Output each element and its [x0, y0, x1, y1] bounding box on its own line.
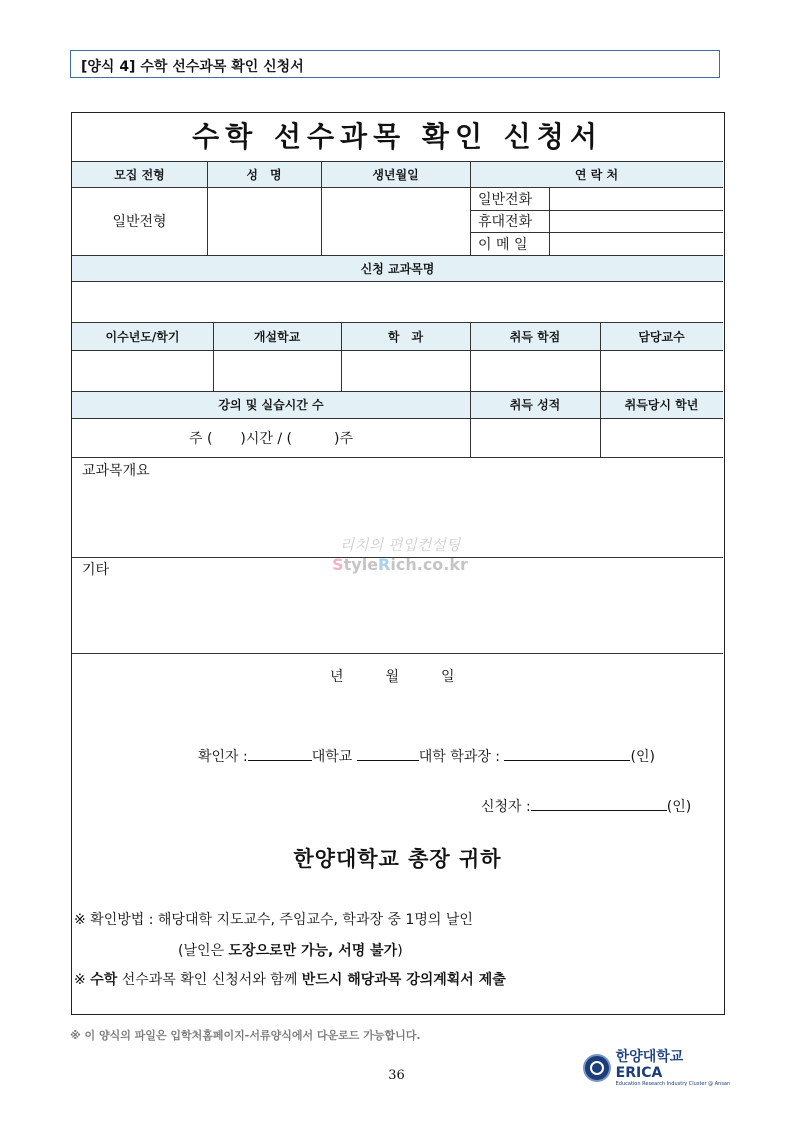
year-level-field[interactable] [600, 418, 723, 457]
confirmer-line [198, 746, 655, 766]
note-seal-prefix: (날인은 [178, 943, 229, 959]
dept-head-signature-blank[interactable] [504, 748, 630, 761]
applicant-label: 신청자 : [481, 799, 531, 815]
note-seal-suffix: ) [397, 943, 403, 959]
watermark-s: S [332, 555, 344, 574]
course-overview-label: 교과목개요 [82, 463, 150, 479]
note-syllabus-emphasis: 반드시 해당과목 강의계획서 제출 [301, 972, 506, 988]
note-seal-only [178, 940, 403, 960]
watermark-tyle: tyle [343, 555, 379, 574]
email-field[interactable] [549, 232, 723, 255]
credits-field[interactable] [470, 350, 600, 391]
note-seal-emphasis: 도장으로만 가능, 서명 불가 [228, 943, 398, 959]
name-header: 성 명 [246, 167, 282, 182]
logo-name: 한양대학교 ERICA [615, 1048, 684, 1081]
rule [72, 653, 723, 654]
rule [72, 457, 723, 458]
grade-field[interactable] [470, 418, 600, 457]
addressee: 한양대학교 총장 귀하 [293, 847, 502, 871]
confirmer-label: 확인자 : [198, 749, 248, 765]
form-title: 수학 선수과목 확인 신청서 [192, 120, 603, 153]
page-number: 36 [388, 1068, 405, 1083]
course-name-header: 신청 교과목명 [360, 261, 435, 276]
school-header: 개설학교 [253, 329, 301, 344]
college-dept-head-label: 대학 학과장 : [418, 749, 501, 765]
etc-label: 기타 [82, 562, 110, 578]
university-logo [583, 1048, 733, 1087]
university-suffix: 대학교 [311, 749, 353, 765]
watermark-line-1: 리치의 편입컨설팅 [339, 536, 461, 554]
birthdate-header: 생년월일 [372, 167, 419, 182]
birthdate-field[interactable] [321, 187, 470, 255]
school-field[interactable] [213, 350, 341, 391]
admission-type-value: 일반전형 [112, 214, 167, 230]
lecture-hours-header: 강의 및 실습시간 수 [218, 398, 324, 412]
mobile-field[interactable] [549, 210, 723, 232]
admission-type-header: 모집 전형 [114, 167, 165, 182]
note-syllabus [74, 969, 506, 989]
mobile-label: 휴대전화 [478, 214, 533, 230]
university-seal-icon [583, 1054, 611, 1082]
note-confirmation-method: ※ 확인방법 : 해당대학 지도교수, 주임교수, 학과장 중 1명의 날인 [74, 912, 473, 928]
year-level-header: 취득당시 학년 [624, 398, 699, 412]
confirmer-seal: (인) [630, 749, 655, 765]
credits-header: 취득 학점 [509, 329, 561, 344]
date-line: 년 월 일 [330, 669, 455, 685]
logo-subtitle: Education Research Industry Cluster @ Ansan [615, 1080, 731, 1087]
confirmer-university-blank[interactable] [248, 748, 312, 761]
watermark-r: R [378, 555, 391, 574]
email-label: 이 메 일 [478, 236, 528, 253]
name-field[interactable] [207, 187, 321, 255]
watermark [320, 534, 480, 574]
watermark-ich: ich.co.kr [390, 555, 468, 574]
confirmer-college-blank[interactable] [357, 748, 419, 761]
department-field[interactable] [341, 350, 470, 391]
phone-field[interactable] [549, 187, 723, 210]
professor-field[interactable] [600, 350, 723, 391]
applicant-signature-blank[interactable] [531, 798, 667, 811]
note-syllabus-subject: 수학 [90, 972, 118, 988]
lecture-hours-field[interactable]: 주 ( )시간 / ( )주 [188, 430, 353, 447]
year-semester-header: 이수년도/학기 [105, 329, 180, 344]
form-number-label: [양식 4] 수학 선수과목 확인 신청서 [70, 50, 720, 78]
applicant-line [481, 796, 691, 816]
department-header: 학 과 [387, 329, 424, 344]
download-note: ※ 이 양식의 파일은 입학처홈페이지-서류양식에서 다운로드 가능합니다. [70, 1029, 421, 1042]
applicant-seal: (인) [666, 799, 692, 815]
contact-header: 연 락 처 [574, 167, 619, 182]
note-syllabus-mid: 선수과목 확인 신청서와 함께 [117, 972, 302, 988]
watermark-line-2 [320, 555, 480, 574]
professor-header: 담당교수 [638, 329, 685, 344]
year-semester-field[interactable] [72, 350, 213, 391]
note-syllabus-mark: ※ [74, 972, 91, 988]
grade-header: 취득 성적 [509, 398, 561, 412]
phone-label: 일반전화 [478, 191, 533, 208]
course-name-field[interactable] [72, 281, 723, 322]
